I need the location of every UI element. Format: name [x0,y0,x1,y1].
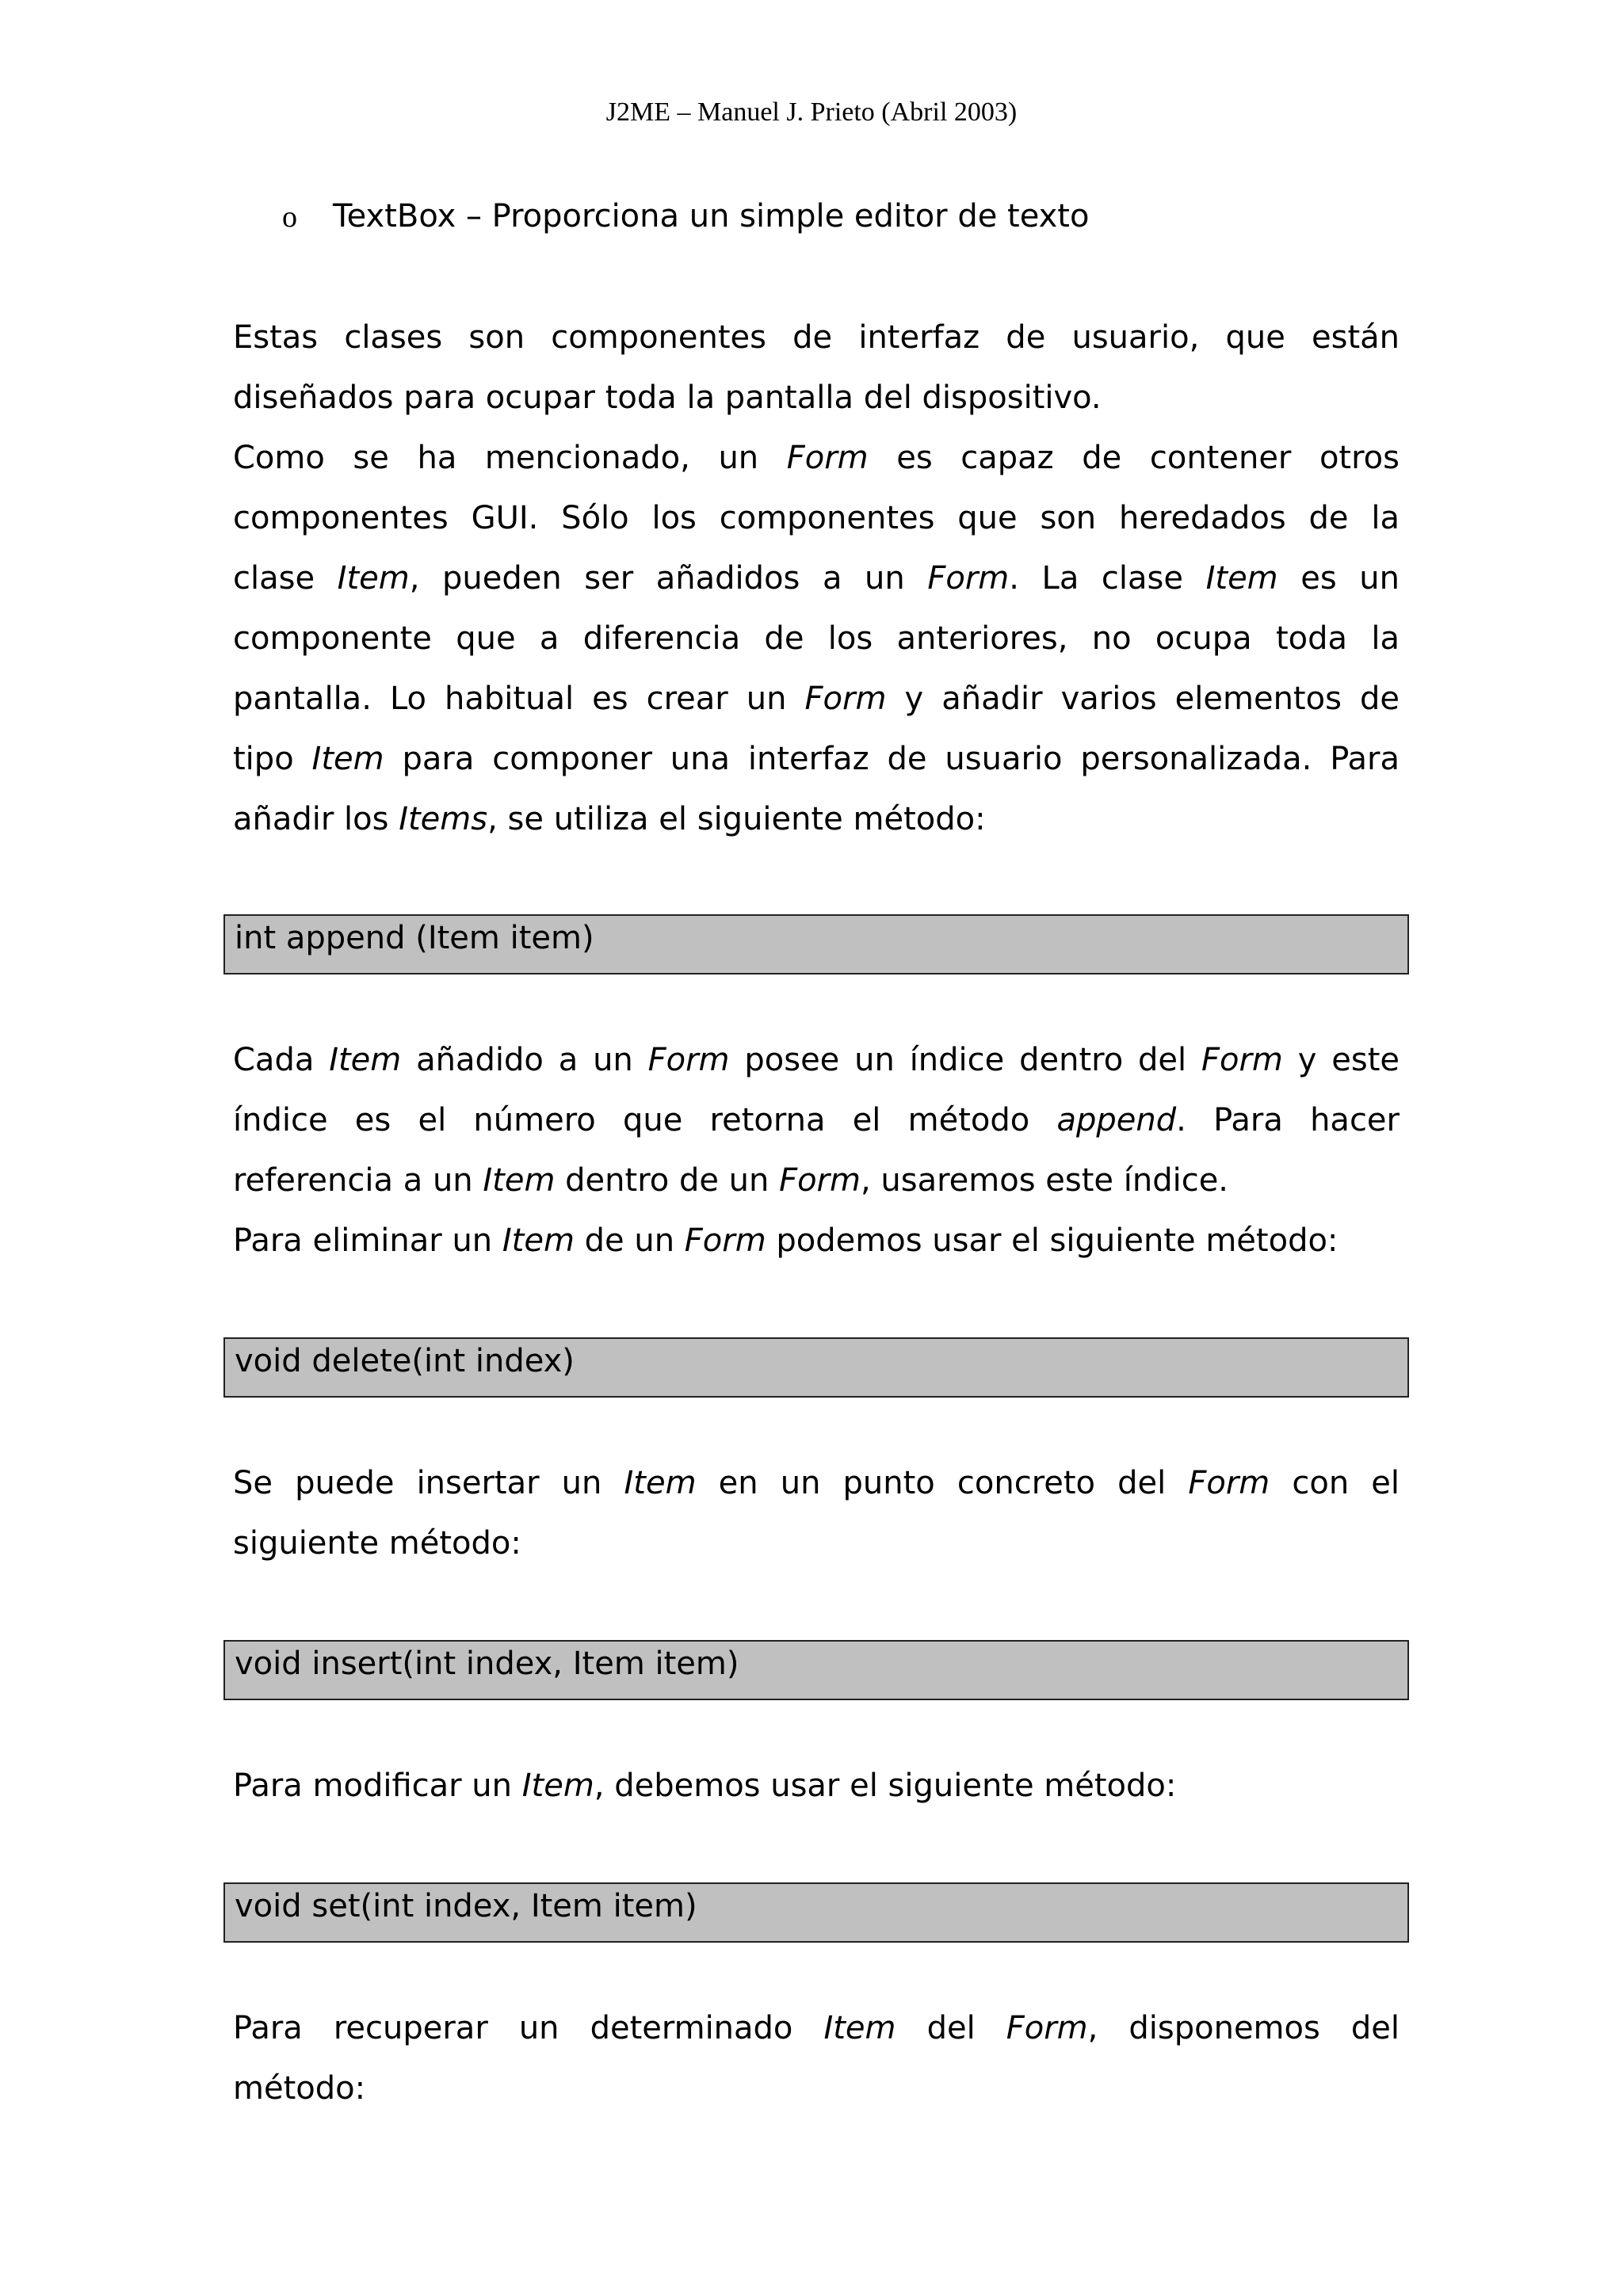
paragraph-insert [233,1453,1400,1573]
text-line: componente que a diferencia de los anteriores, no ocupa toda la [233,620,1400,657]
text-line: Para recuperar un determinado Item del Form, disponemos del [233,2010,1400,2046]
code-box-append: int append (Item item) [223,914,1409,974]
text-line: Estas clases son componentes de interfaz de usuario, que están [233,319,1400,356]
paragraph-get [233,1998,1400,2119]
text-line: método: [233,2070,366,2107]
text-line: Para modificar un Item, debemos usar el siguiente método: [233,1768,1177,1804]
text-line: componentes GUI. Sólo los componentes que son heredados de la [233,500,1400,536]
paragraph-form-items [233,428,1400,849]
code-box-set: void set(int index, Item item) [223,1882,1409,1943]
text-line: añadir los Items, se utiliza el siguiente método: [233,801,986,837]
paragraph-set [233,1756,1400,1816]
text-line: Para eliminar un Item de un Form podemos usar el siguiente método: [233,1222,1338,1259]
text-line: índice es el número que retorna el método append. Para hacer [233,1102,1400,1138]
page-header: J2ME – Manuel J. Prieto (Abril 2003) [605,97,1018,127]
text-line: Se puede insertar un Item en un punto concreto del Form con el [233,1465,1400,1501]
bullet-text: TextBox – Proporciona un simple editor de texto [333,198,1090,235]
text-line: referencia a un Item dentro de un Form, usaremos este índice. [233,1162,1229,1199]
paragraph-intro [233,307,1400,428]
code-box-insert: void insert(int index, Item item) [223,1640,1409,1700]
text-line: Como se ha mencionado, un Form es capaz de contener otros [233,440,1400,476]
text-line: diseñados para ocupar toda la pantalla del dispositivo. [233,379,1102,416]
text-line: clase Item, pueden ser añadidos a un Form. La clase Item es un [233,560,1400,597]
bullet-item-textbox [282,193,1089,241]
text-line: Cada Item añadido a un Form posee un índice dentro del Form y este [233,1042,1400,1078]
bullet-marker: o [282,200,297,234]
code-box-delete: void delete(int index) [223,1337,1409,1398]
paragraph-item-index [233,1030,1400,1271]
text-line: siguiente método: [233,1525,521,1562]
text-line: pantalla. Lo habitual es crear un Form y añadir varios elementos de [233,681,1400,717]
text-line: tipo Item para componer una interfaz de usuario personalizada. Para [233,741,1400,777]
